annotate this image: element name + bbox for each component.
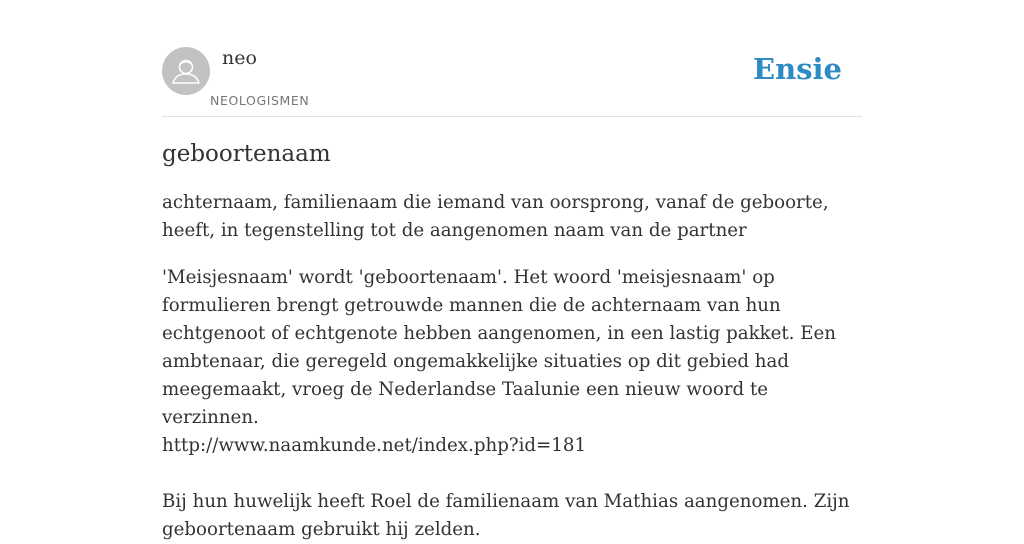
entry-term: geboortenaam <box>162 141 331 167</box>
entry-definition: achternaam, familienaam die iemand van oorsprong, vanaf de geboorte, heeft, in tegenstelling tot de aangenomen naam van de partner <box>162 192 829 241</box>
entry-explanation <box>162 264 862 544</box>
user-icon <box>162 47 210 95</box>
spacer <box>162 460 862 488</box>
entry-content <box>162 138 862 544</box>
explanation-text: 'Meisjesnaam' wordt 'geboortenaam'. Het woord 'meisjesnaam' op formulieren brengt getrouwde mannen die de achternaam van hun echtgenoot of echtgenote hebben aangenomen, in een lastig pakket. Een ambtenaar, die geregeld ongemakkelijke situaties op dit gebied had meegemaakt, vroeg de Nederlandse Taalunie een nieuw woord te verzinnen. <box>162 267 837 428</box>
avatar[interactable] <box>162 47 210 95</box>
ensie-logo[interactable]: Ensie <box>753 52 842 86</box>
example-text: Bij hun huwelijk heeft Roel de familienaam van Mathias aangenomen. Zijn geboortenaam gebruikt hij zelden. <box>162 491 850 540</box>
category-link[interactable]: NEOLOGISMEN <box>210 93 310 108</box>
username-link[interactable]: neo <box>222 47 257 69</box>
header <box>162 0 862 117</box>
source-link[interactable]: http://www.naamkunde.net/index.php?id=181 <box>162 435 587 456</box>
